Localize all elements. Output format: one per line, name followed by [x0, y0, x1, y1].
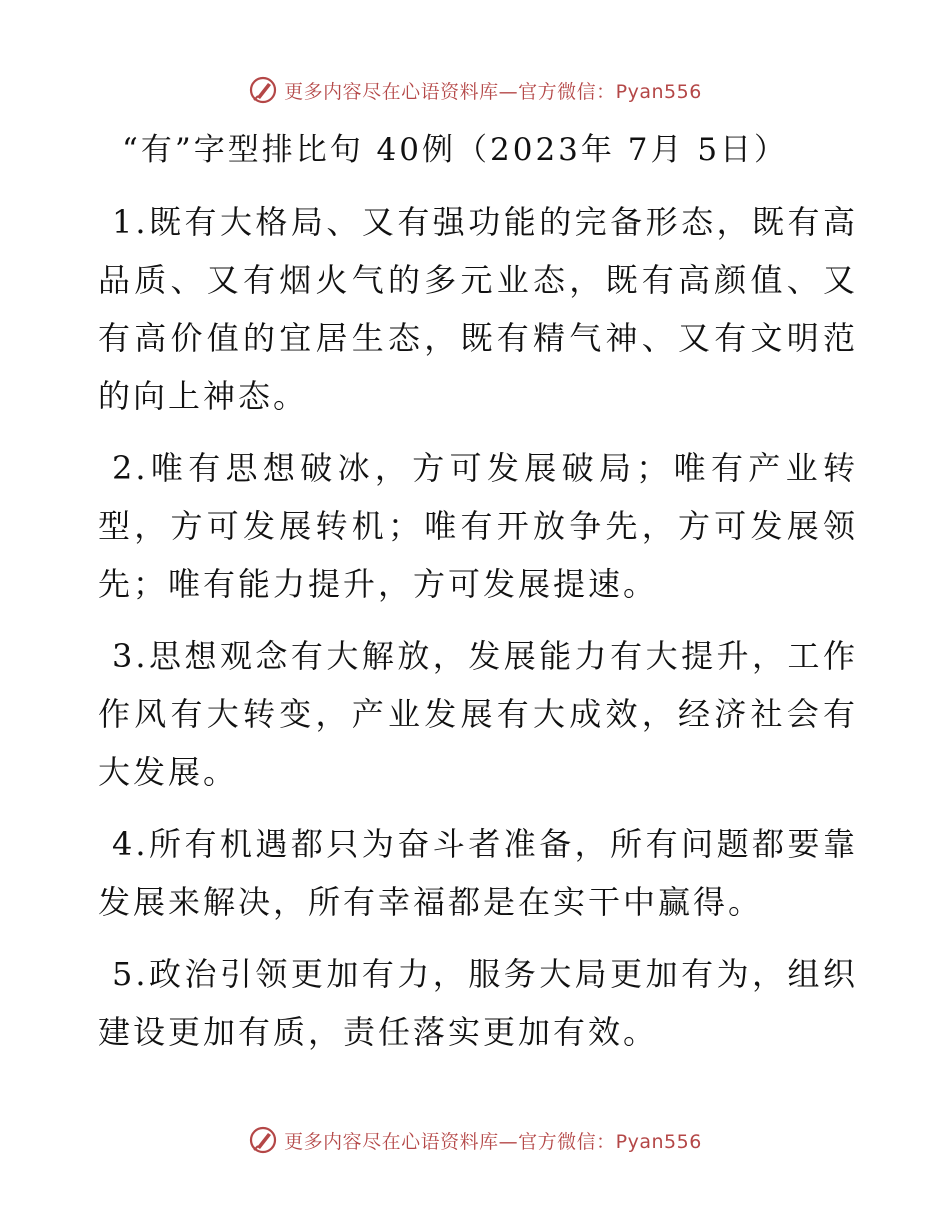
watermark-footer — [0, 1120, 950, 1160]
watermark-text: 更多内容尽在心语资料库—官方微信：Pyan556 — [284, 1130, 702, 1153]
paragraph-5: 5.政治引领更加有力，服务大局更加有为，组织建设更加有质，责任落实更加有效。 — [98, 955, 858, 1051]
paragraph-1: 1.既有大格局、又有强功能的完备形态，既有高品质、又有烟火气的多元业态，既有高颜值、又有高价值的宜居生态，既有精气神、又有文明范的向上神态。 — [98, 203, 858, 415]
paragraph-4: 4.所有机遇都只为奋斗者准备，所有问题都要靠发展来解决，所有幸福都是在实干中赢得。 — [98, 825, 858, 921]
paragraph-3: 3.思想观念有大解放，发展能力有大提升，工作作风有大转变，产业发展有大成效，经济社会有大发展。 — [98, 637, 858, 791]
watermark-text: 更多内容尽在心语资料库—官方微信：Pyan556 — [284, 80, 702, 103]
paragraph-2: 2.唯有思想破冰，方可发展破局；唯有产业转型，方可发展转机；唯有开放争先，方可发展领先；唯有能力提升，方可发展提速。 — [98, 449, 858, 603]
watermark-header — [0, 70, 950, 110]
quill-pen-circle-icon — [248, 1125, 278, 1155]
document-body — [98, 193, 858, 1075]
document-title: “有”字型排比句 40例（2023年 7月 5日） — [122, 132, 789, 168]
quill-pen-circle-icon — [248, 75, 278, 105]
